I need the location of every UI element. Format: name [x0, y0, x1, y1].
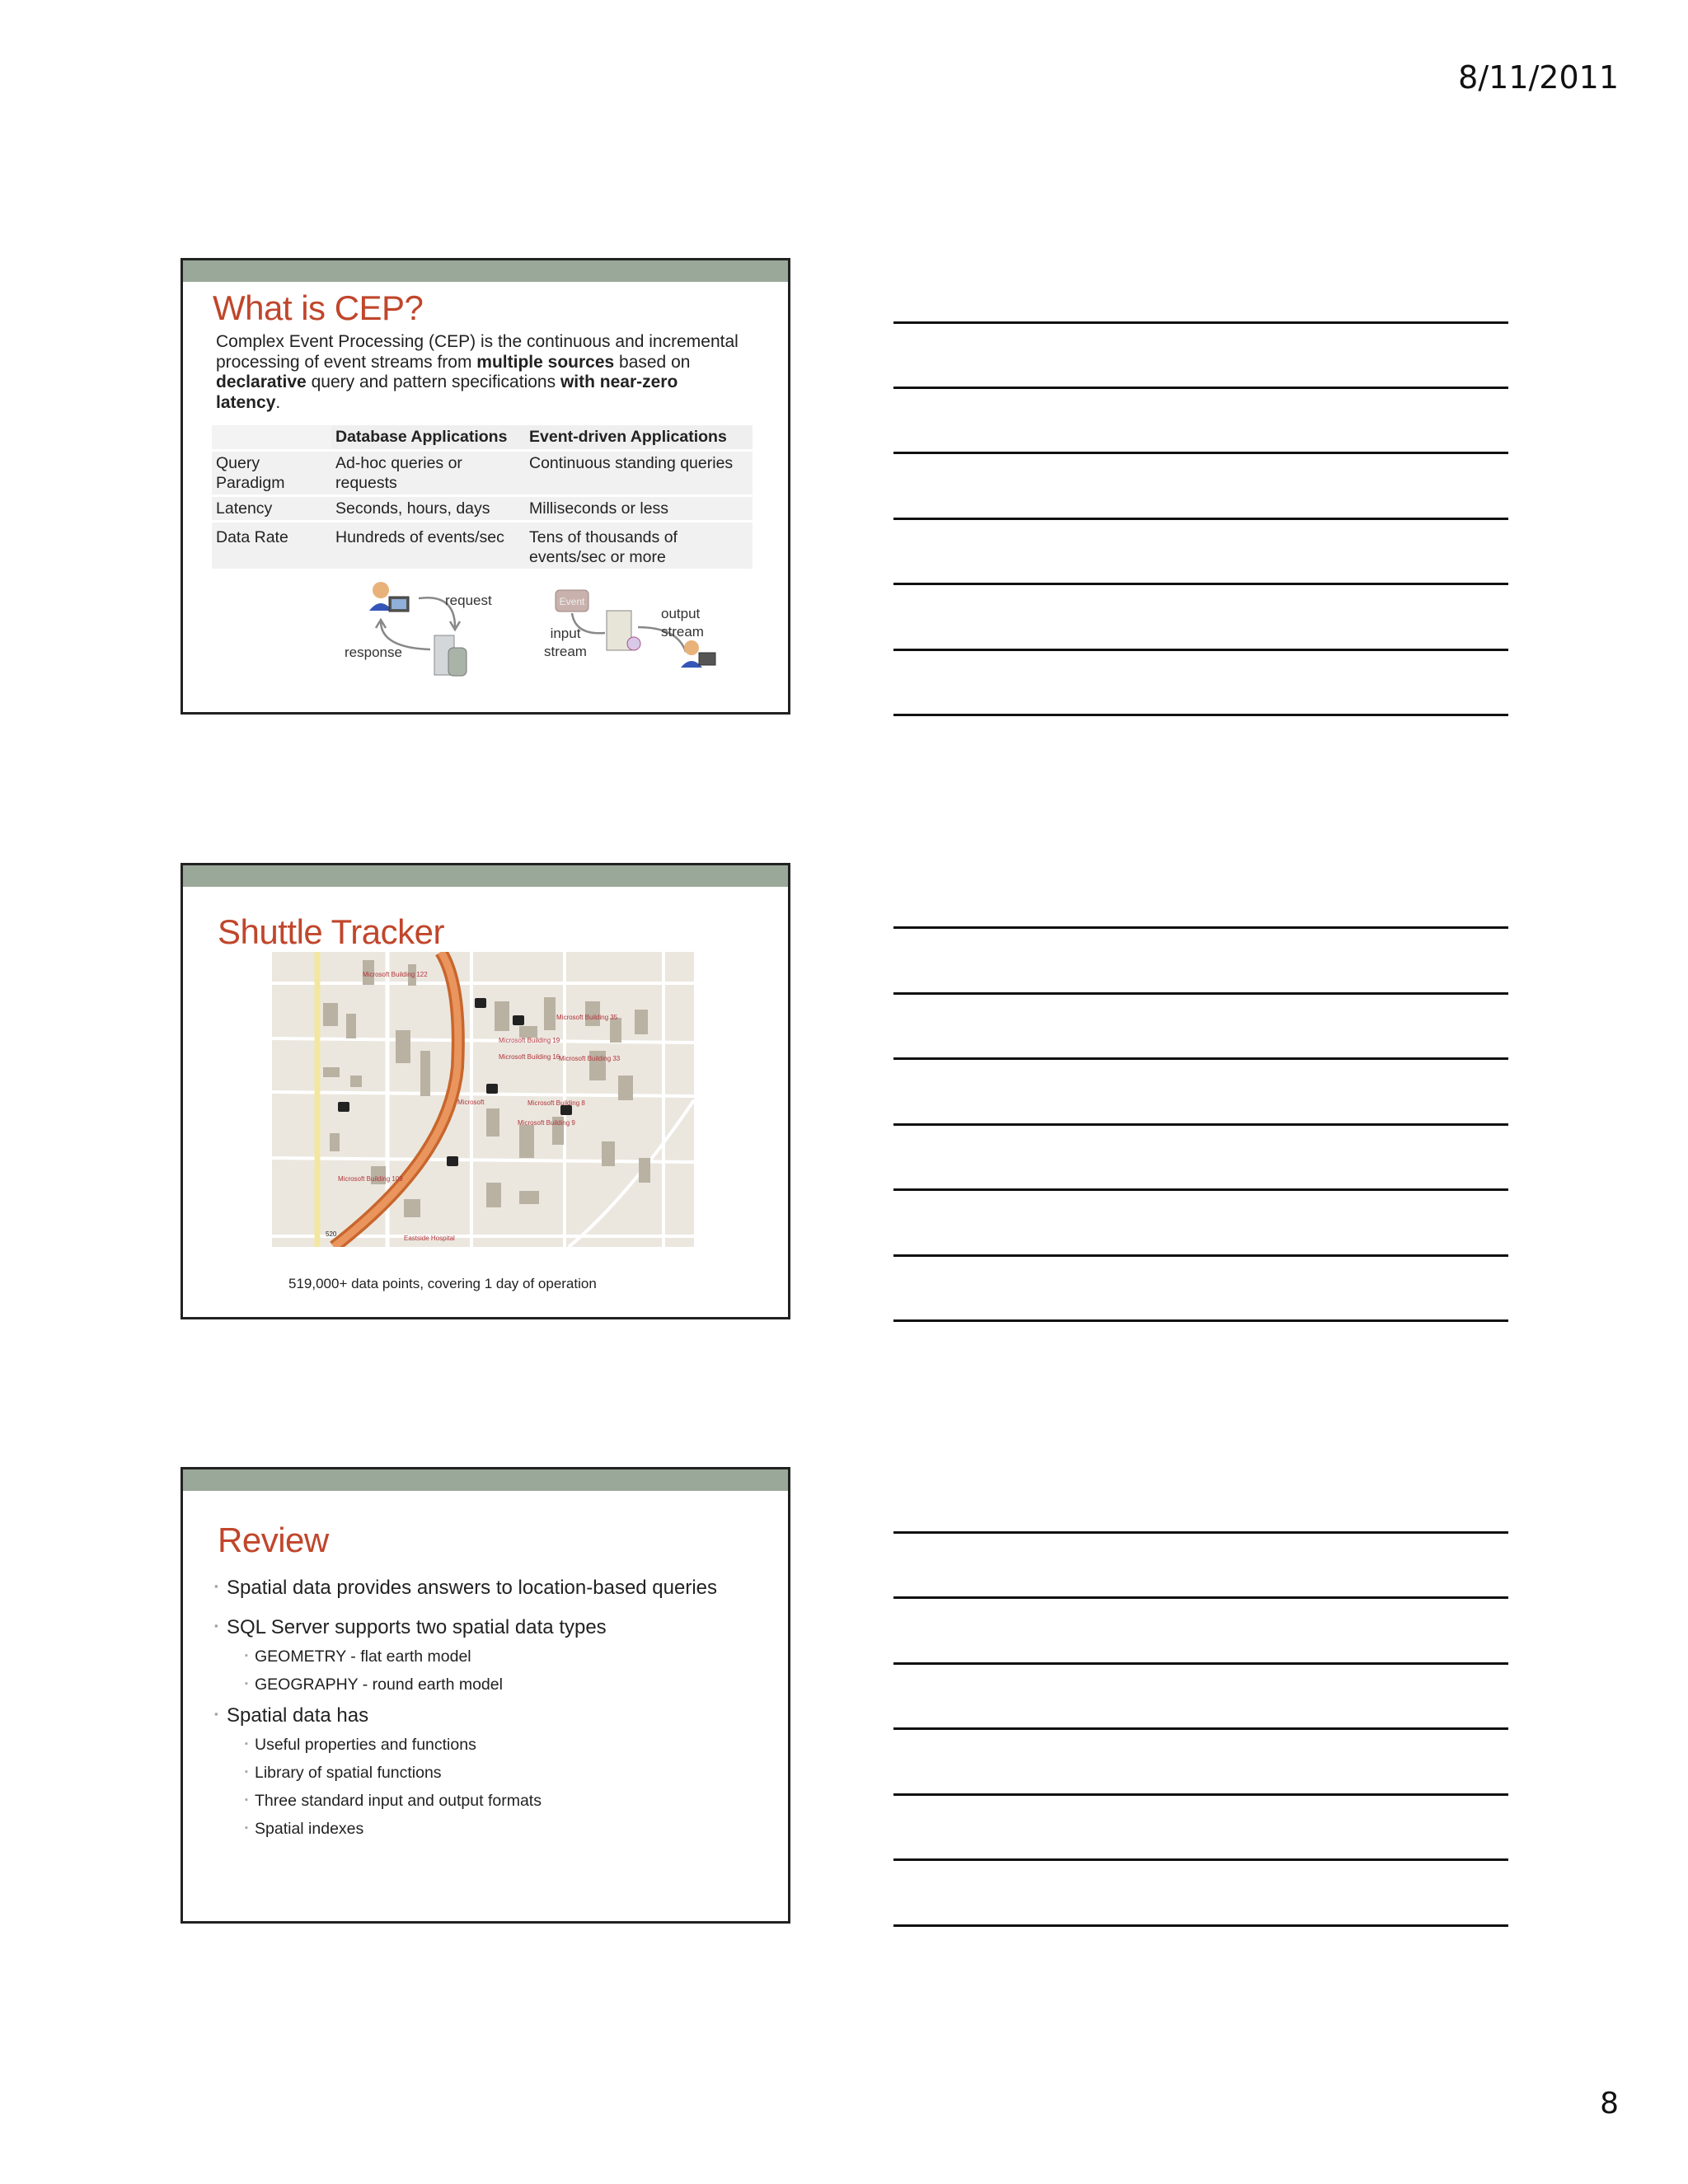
note-line [893, 1188, 1508, 1191]
bullet-item: ▪ Spatial data provides answers to location-based queries [214, 1577, 775, 1600]
note-line [893, 1662, 1508, 1665]
slide-body-text: Complex Event Processing (CEP) is the continuous and incremental processing of event streams from multiple sources based on declarative query and pattern specifications with near-zero latency. [216, 332, 738, 412]
note-line [893, 992, 1508, 995]
table-cell: Ad-hoc queries or requests [331, 452, 525, 494]
campus-map [272, 952, 694, 1247]
slide-header-band [183, 1469, 788, 1491]
map-label: Microsoft Building 122 [363, 971, 428, 978]
table-cell: Latency [212, 497, 331, 520]
note-line [893, 583, 1508, 585]
table-header-cell: Event-driven Applications [525, 425, 753, 449]
map-label: 520 [326, 1230, 337, 1238]
note-line [893, 1319, 1508, 1322]
table-cell: Continuous standing queries [525, 452, 753, 494]
note-line [893, 1254, 1508, 1257]
page-date: 8/11/2011 [1458, 59, 1619, 96]
sub-bullet-item: ▪ Three standard input and output formats [245, 1792, 775, 1811]
note-line [893, 714, 1508, 716]
sub-bullet-list [214, 1647, 775, 1694]
sub-bullet-item: ▪ Spatial indexes [245, 1820, 775, 1839]
slide-what-is-cep [181, 258, 790, 715]
map-graphic [272, 952, 694, 1247]
note-line [893, 1858, 1508, 1861]
user-icon [369, 582, 409, 612]
note-line [893, 649, 1508, 651]
note-line [893, 1123, 1508, 1126]
sub-bullet-list [214, 1736, 775, 1839]
map-label: Microsoft [457, 1099, 485, 1106]
note-line [893, 452, 1508, 454]
map-label: Microsoft Building 109 [338, 1175, 403, 1183]
event-icon [556, 590, 588, 612]
note-line [893, 1596, 1508, 1599]
response-label: response [345, 644, 402, 660]
table-header-cell: Database Applications [331, 425, 525, 449]
map-label: Microsoft Building 16 [499, 1053, 560, 1061]
bullet-item: ▪ SQL Server supports two spatial data types [214, 1616, 775, 1639]
slide-review [181, 1467, 790, 1924]
note-line [893, 1531, 1508, 1534]
sub-bullet-item: ▪ GEOMETRY - flat earth model [245, 1647, 775, 1666]
output-stream-label: output stream [661, 606, 704, 640]
page-number: 8 [1600, 2087, 1619, 2121]
table-cell: Hundreds of events/sec [331, 523, 525, 569]
note-line [893, 1924, 1508, 1927]
note-line [893, 1727, 1508, 1730]
bullet-list [214, 1577, 775, 1849]
note-line [893, 321, 1508, 324]
slide-title: What is CEP? [213, 288, 424, 327]
map-label: Microsoft Building 19 [499, 1037, 560, 1044]
note-line [893, 518, 1508, 520]
request-label: request [445, 593, 492, 608]
table-cell: Tens of thousands of events/sec or more [525, 523, 753, 569]
slide-title: Review [218, 1521, 329, 1559]
note-line [893, 1057, 1508, 1060]
sub-bullet-item: ▪ GEOGRAPHY - round earth model [245, 1675, 775, 1694]
map-label: Microsoft Building 33 [559, 1055, 621, 1062]
map-label: Eastside Hospital [404, 1235, 455, 1242]
table-cell: Data Rate [212, 523, 331, 569]
input-stream-label: input stream [544, 626, 587, 659]
map-label: Microsoft Building 35 [556, 1014, 618, 1021]
note-line [893, 1793, 1508, 1796]
sub-bullet-item: ▪ Useful properties and functions [245, 1736, 775, 1755]
map-label: Microsoft Building 9 [518, 1119, 575, 1127]
table-cell: Milliseconds or less [525, 497, 753, 520]
sub-bullet-item: ▪ Library of spatial functions [245, 1764, 775, 1783]
map-label: Microsoft Building 8 [528, 1099, 585, 1107]
table-cell: Query Paradigm [212, 452, 331, 494]
database-server-icon [434, 635, 467, 676]
user-icon [681, 640, 715, 668]
bullet-item: ▪ Spatial data has [214, 1704, 775, 1727]
event-label: Event [559, 596, 585, 607]
server-icon [607, 611, 640, 650]
slide-header-band [183, 865, 788, 887]
slide-caption: 519,000+ data points, covering 1 day of operation [288, 1276, 597, 1291]
note-line [893, 926, 1508, 929]
note-line [893, 387, 1508, 389]
cep-diagram [183, 260, 790, 715]
table-cell: Seconds, hours, days [331, 497, 525, 520]
slide-shuttle-tracker [181, 863, 790, 1319]
slide-title: Shuttle Tracker [218, 912, 444, 951]
